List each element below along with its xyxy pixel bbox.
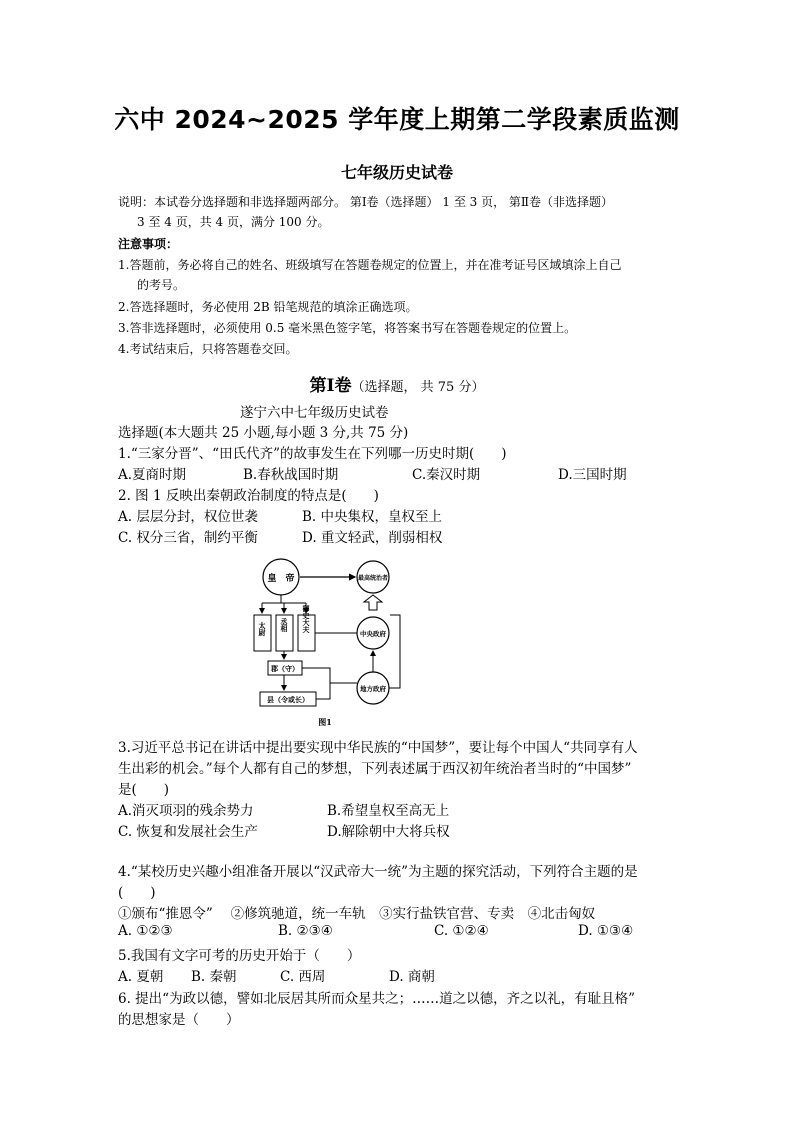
notice-heading: 注意事项： (118, 237, 179, 251)
intro-line-1: 说明：本试卷分选择题和非选择题两部分。 第Ⅰ卷（选择题） 1 至 3 页， 第Ⅱ卷（非选择题） (118, 195, 614, 209)
q3-line-3: 是( ) (118, 782, 170, 798)
q5-stem: 5.我国有文字可考的历史开始于（ ） (118, 948, 361, 964)
q3-line-1: 3.习近平总书记在讲话中提出要实现中华民族的“中国梦”，要让每个中国人“共同享有人 (118, 740, 638, 756)
exam-name: 遂宁六中七年级历史试卷 (240, 405, 389, 421)
notice-item-4: 4.考试结束后，只将答题卷交回。 (118, 342, 298, 356)
q1-option-c: C.秦汉时期 (412, 467, 481, 483)
notice-item-1: 1.答题前，务必将自己的姓名、班级填写在答题卷规定的位置上，并在准考证号区域填涂上自己 (118, 258, 622, 272)
q2-option-a: A. 层层分封，权位世袭 (118, 509, 258, 525)
q4-line-1: 4.“某校历史兴趣小组准备开展以“汉武帝大一统”为主题的探究活动，下列符合主题的是 (118, 864, 638, 880)
fig-yushi: 御史大夫 (302, 605, 311, 633)
q5-option-c: C. 西周 (280, 969, 326, 985)
fig-top-right: 最高统治者 (357, 575, 389, 582)
q6-line-2: 的思想家是（ ） (118, 1012, 240, 1028)
q4-items: ①颁布“推恩令” ②修筑驰道，统一车轨 ③实行盐铁官营、专卖 ④北击匈奴 (118, 906, 596, 922)
fig-central: 中央政府 (360, 630, 386, 638)
exam-instructions: 选择题(本大题共 25 小题,每小题 3 分,共 75 分) (118, 425, 409, 441)
q5-option-d: D. 商朝 (389, 969, 435, 985)
notice-item-1-cont: 的考号。 (137, 278, 186, 292)
fig-jun: 郡（守） (271, 664, 299, 673)
q2-option-d: D. 重文轻武，削弱相权 (302, 530, 443, 546)
fig-caption: 图1 (318, 717, 332, 727)
section-heading (0, 371, 794, 396)
q1-stem: 1.“三家分晋”、“田氏代齐”的故事发生在下列哪一历史时期( ) (118, 446, 507, 462)
page-title: 六中 2024~2025 学年度上期第二学段素质监测 (114, 105, 680, 134)
q3-option-d: D.解除朝中大将兵权 (327, 824, 450, 840)
fig-xian: 县（令或长） (267, 695, 309, 704)
fig-chengxiang: 丞相 (280, 618, 289, 632)
q1-option-a: A.夏商时期 (118, 467, 187, 483)
fig-taiwei: 太尉 (258, 622, 267, 636)
section-note: （选择题， 共 75 分） (351, 380, 485, 395)
q3-option-a: A.消灭项羽的残余势力 (118, 803, 254, 819)
q4-option-b: B. ②③④ (278, 923, 333, 939)
fig-local: 地方政府 (360, 685, 386, 693)
q4-option-a: A. ①②③ (118, 923, 173, 939)
q6-line-1: 6. 提出“为政以德，譬如北辰居其所而众星共之；……道之以德，齐之以礼，有耻且格” (118, 991, 635, 1007)
q5-option-b: B. 秦朝 (191, 969, 237, 985)
q1-option-d: D.三国时期 (558, 467, 627, 483)
q2-option-c: C. 权分三省，制约平衡 (118, 530, 258, 546)
figure-1-diagram (250, 555, 420, 730)
page-subtitle: 七年级历史试卷 (340, 163, 453, 182)
q5-option-a: A. 夏朝 (118, 969, 164, 985)
section-title: 第Ⅰ卷 (309, 376, 352, 396)
q3-option-c: C. 恢复和发展社会生产 (118, 824, 258, 840)
notice-item-3: 3.答非选择题时，必须使用 0.5 毫米黑色签字笔，将答案书写在答题卷规定的位置上。 (118, 321, 577, 335)
q3-line-2: 生出彩的机会。”每个人都有自己的梦想，下列表述属于西汉初年统治者当时的“中国梦” (118, 761, 632, 777)
intro-line-2: 3 至 4 页，共 4 页，满分 100 分。 (137, 215, 330, 229)
q3-option-b: B.希望皇权至高无上 (327, 803, 450, 819)
q4-option-c: C. ①②④ (434, 923, 489, 939)
q4-option-d: D. ①③④ (578, 923, 634, 939)
fig-emperor: 皇 帝 (267, 574, 295, 584)
notice-item-2: 2.答选择题时，务必使用 2B 铅笔规范的填涂正确选项。 (118, 300, 418, 314)
q2-stem: 2. 图 1 反映出秦朝政治制度的特点是( ) (118, 488, 379, 504)
q4-line-2: ( ) (118, 885, 156, 901)
q2-option-b: B. 中央集权，皇权至上 (302, 509, 443, 525)
q1-option-b: B.春秋战国时期 (243, 467, 339, 483)
